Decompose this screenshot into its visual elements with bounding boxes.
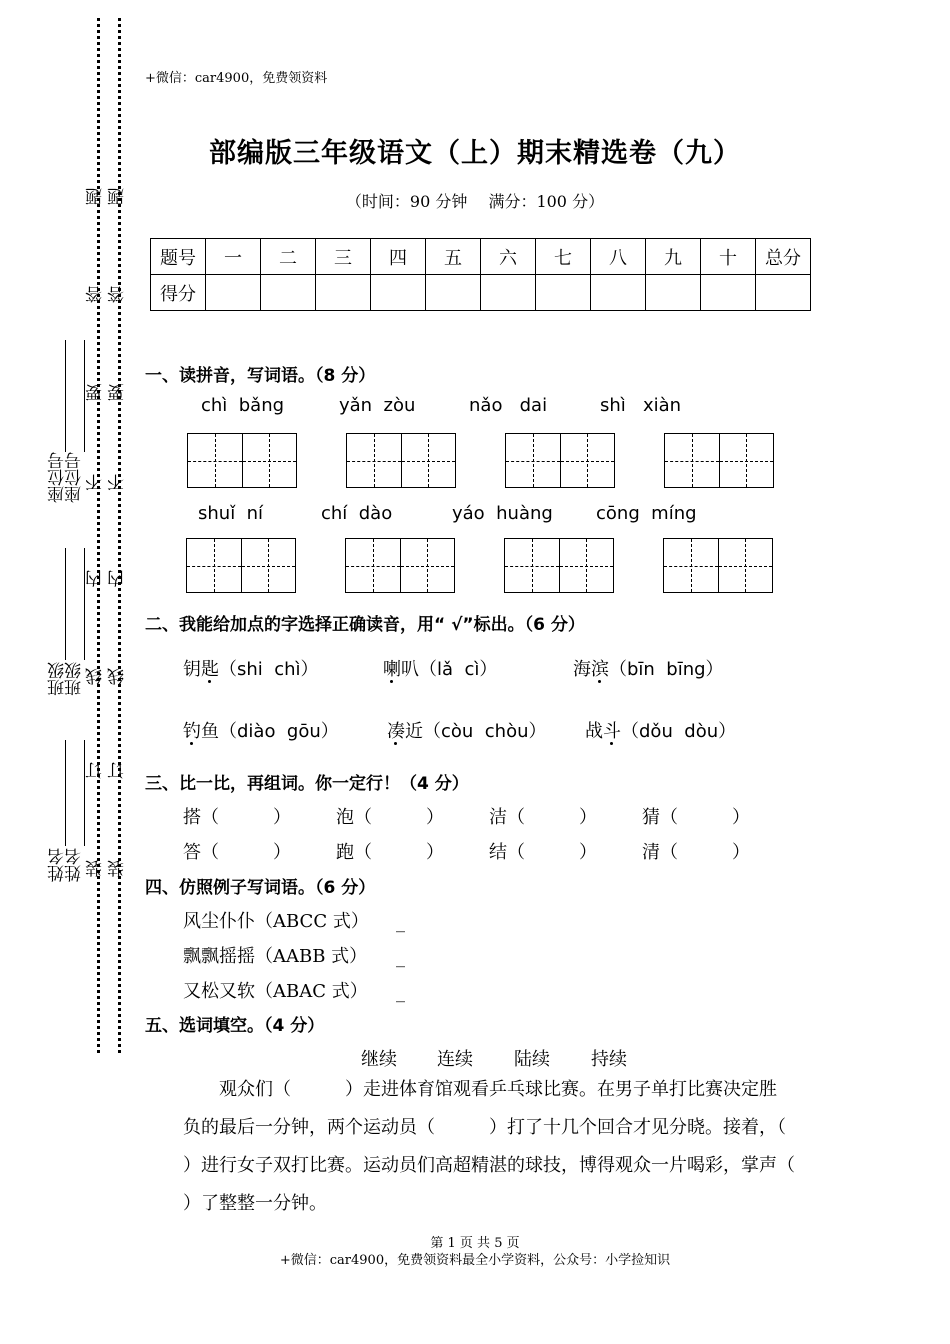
pinyin-label: chí dào [321, 503, 393, 524]
pinyin-label: shuǐ ní [198, 503, 264, 524]
score-header-cell: 二 [261, 239, 316, 275]
emphasis-dot [610, 742, 613, 745]
score-header-cell: 三 [316, 239, 371, 275]
q3-item[interactable]: 猜（ ） [642, 807, 750, 828]
pinyin-label: yǎn zòu [339, 395, 416, 416]
score-cell[interactable] [701, 275, 756, 311]
margin-label: 订 [108, 762, 128, 779]
score-header-cell: 题号 [151, 239, 206, 275]
emphasis-dot [190, 742, 193, 745]
score-cell[interactable] [481, 275, 536, 311]
q3-item[interactable]: 洁（ ） [489, 807, 597, 828]
name-field[interactable] [84, 740, 85, 846]
binding-dotted-line-inner [118, 18, 121, 1053]
class-label: 班级 [48, 662, 68, 696]
footer-note: +微信：car4900，免费领资料最全小学资料，公众号：小学捡知识 [279, 1253, 671, 1268]
margin-label: 装 [86, 860, 106, 877]
word-choice: 继续 [361, 1049, 397, 1070]
binding-dotted-line-outer [97, 18, 100, 1053]
q3-item[interactable]: 清（ ） [642, 842, 750, 863]
margin-label: 不 [108, 474, 128, 491]
writing-grid[interactable] [505, 433, 615, 488]
passage-line: ）了整整一分钟。 [183, 1193, 327, 1214]
q2-item[interactable]: 战斗（dǒu dòu） [585, 721, 737, 742]
emphasis-dot [598, 680, 601, 683]
score-header-cell: 七 [536, 239, 591, 275]
margin-label: 内 [86, 570, 106, 587]
seat-number-label: 座位号 [65, 452, 85, 503]
writing-grid[interactable] [187, 433, 297, 488]
passage-line: 负的最后一分钟，两个运动员（ ）打了十几个回合才见分晓。接着，（ [183, 1117, 786, 1138]
q2-item[interactable]: 海滨（bīn bīng） [573, 659, 724, 680]
class-field[interactable] [84, 548, 85, 660]
q4-answer-blank[interactable]: _ [396, 912, 405, 933]
score-cell[interactable] [756, 275, 811, 311]
q4-example: 飘飘摇摇（AABB 式） [183, 946, 368, 967]
score-header-cell: 八 [591, 239, 646, 275]
q1-heading: 一、读拼音，写词语。（8 分） [145, 366, 376, 386]
score-cell[interactable] [316, 275, 371, 311]
q3-item[interactable]: 跑（ ） [336, 842, 444, 863]
margin-label: 内 [108, 570, 128, 587]
margin-label: 不 [86, 474, 106, 491]
q5-heading: 五、选词填空。（4 分） [145, 1016, 325, 1036]
margin-label: 要 [108, 384, 128, 401]
page-title: 部编版三年级语文（上）期末精选卷（九） [209, 138, 741, 169]
margin-label: 订 [86, 762, 106, 779]
writing-grid[interactable] [664, 433, 774, 488]
score-cell[interactable] [591, 275, 646, 311]
name-label: 姓名 [65, 848, 85, 882]
pinyin-label: shì xiàn [600, 395, 682, 416]
margin-label: 装 [108, 860, 128, 877]
writing-grid[interactable] [663, 538, 773, 593]
q3-item[interactable]: 答（ ） [183, 842, 291, 863]
pinyin-label: cōng míng [596, 503, 697, 524]
score-header-cell: 五 [426, 239, 481, 275]
score-table-score-row [151, 275, 811, 311]
score-cell[interactable] [206, 275, 261, 311]
margin-label: 答 [108, 286, 128, 303]
emphasis-dot [390, 680, 393, 683]
page-number: 第 1 页 共 5 页 [430, 1236, 520, 1251]
q4-answer-blank[interactable]: _ [396, 982, 405, 1003]
seat-number-field[interactable] [84, 340, 85, 452]
score-header-cell: 十 [701, 239, 756, 275]
q4-example: 又松又软（ABAC 式） [183, 981, 368, 1002]
class-label: 班级 [65, 662, 85, 696]
score-cell[interactable] [536, 275, 591, 311]
score-table-header-row [151, 239, 811, 275]
writing-grid[interactable] [345, 538, 455, 593]
score-table [150, 238, 811, 311]
name-label: 姓名 [48, 848, 68, 882]
score-header-cell: 九 [646, 239, 701, 275]
score-header-cell: 四 [371, 239, 426, 275]
q4-heading: 四、仿照例子写词语。（6 分） [145, 878, 376, 898]
score-cell[interactable] [646, 275, 701, 311]
margin-label: 题 [108, 188, 128, 205]
writing-grid[interactable] [186, 538, 296, 593]
q4-answer-blank[interactable]: _ [396, 947, 405, 968]
q3-item[interactable]: 搭（ ） [183, 807, 291, 828]
score-cell[interactable] [261, 275, 316, 311]
emphasis-dot [394, 742, 397, 745]
exam-subtitle: （时间：90 分钟 满分：100 分） [345, 192, 605, 211]
score-row-label: 得分 [151, 275, 206, 311]
q2-item[interactable]: 钓鱼（diào gōu） [183, 721, 339, 742]
word-choice: 持续 [591, 1049, 627, 1070]
q2-item[interactable]: 凑近（còu chòu） [387, 721, 547, 742]
score-cell[interactable] [371, 275, 426, 311]
class-field[interactable] [65, 548, 66, 660]
header-note: +微信：car4900，免费领资料 [145, 71, 328, 86]
passage-line: 观众们（ ）走进体育馆观看乒乓球比赛。在男子单打比赛决定胜 [183, 1079, 777, 1100]
q2-item[interactable]: 喇叭（lǎ cì） [383, 659, 498, 680]
q3-item[interactable]: 结（ ） [489, 842, 597, 863]
margin-label: 线 [86, 668, 106, 685]
writing-grid[interactable] [346, 433, 456, 488]
q2-item[interactable]: 钥匙（shi chì） [183, 659, 319, 680]
margin-label: 线 [108, 668, 128, 685]
score-header-cell: 一 [206, 239, 261, 275]
name-field[interactable] [65, 740, 66, 846]
margin-label: 要 [86, 384, 106, 401]
writing-grid[interactable] [504, 538, 614, 593]
q2-heading: 二、我能给加点的字选择正确读音，用“ √”标出。（6 分） [145, 615, 585, 635]
margin-label: 答 [86, 286, 106, 303]
seat-number-label: 座位号 [48, 452, 68, 503]
score-header-cell: 总分 [756, 239, 811, 275]
q3-item[interactable]: 泡（ ） [336, 807, 444, 828]
emphasis-dot [208, 680, 211, 683]
passage-line: ）进行女子双打比赛。运动员们高超精湛的球技，博得观众一片喝彩，掌声（ [183, 1155, 795, 1176]
margin-label: 题 [86, 188, 106, 205]
q3-heading: 三、比一比，再组词。你一定行！（4 分） [145, 774, 469, 794]
pinyin-label: yáo huàng [452, 503, 553, 524]
q4-example: 风尘仆仆（ABCC 式） [183, 911, 369, 932]
pinyin-label: chì bǎng [201, 395, 285, 416]
pinyin-label: nǎo dai [469, 395, 548, 416]
word-choice: 连续 [437, 1049, 473, 1070]
word-choice: 陆续 [514, 1049, 550, 1070]
seat-number-field[interactable] [65, 340, 66, 452]
score-cell[interactable] [426, 275, 481, 311]
score-header-cell: 六 [481, 239, 536, 275]
